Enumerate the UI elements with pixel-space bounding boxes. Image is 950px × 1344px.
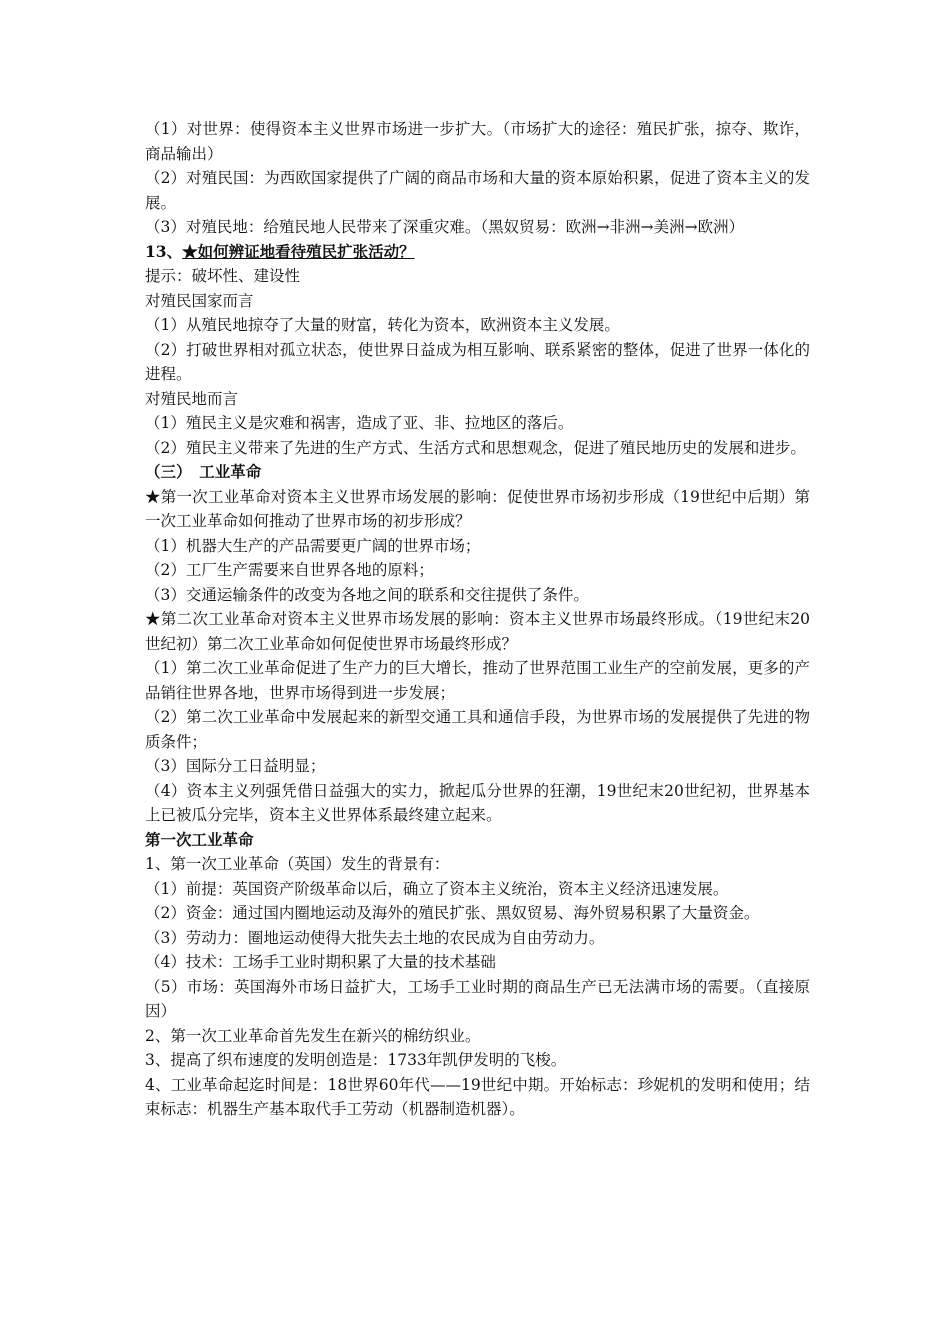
- para-impact-world: [145, 117, 810, 166]
- text-second-ir-impact: ★第二次工业革命对资本主义世界市场发展的影响：资本主义世界市场最终形成。（19世纪末20世纪初）第二次工业革命如何促使世界市场最终形成？: [145, 610, 810, 653]
- text-colonizer-1: （1）从殖民地掠夺了大量的财富，转化为资本，欧洲资本主义发展。: [145, 316, 620, 334]
- heading-first-ir-text: 第一次工业革命: [145, 829, 254, 849]
- text-colony-1: （1）殖民主义是灾难和祸害，造成了亚、非、拉地区的落后。: [145, 414, 574, 432]
- text-background: 1、第一次工业革命（英国）发生的背景有：: [145, 855, 450, 873]
- heading-13-text: ★如何辨证地看待殖民扩张活动？: [182, 241, 415, 261]
- text-impact-world: （1）对世界：使得资本主义世界市场进一步扩大。（市场扩大的途径：殖民扩张，掠夺、欺诈，商品输出）: [145, 120, 810, 163]
- text-colony-2: （2）殖民主义带来了先进的生产方式、生活方式和思想观念，促进了殖民地历史的发展和进步。: [145, 438, 806, 457]
- para-item-3: [145, 1048, 810, 1073]
- para-colonizer-1: [145, 313, 810, 338]
- para-first-ir-impact: [145, 485, 810, 534]
- text-second-ir-2: （2）第二次工业革命中发展起来的新型交通工具和通信手段，为世界市场的发展提供了先进的物质条件；: [145, 708, 810, 751]
- para-second-ir-4: [145, 779, 810, 828]
- para-colony-1: [145, 411, 810, 436]
- text-first-ir-3: （3）交通运输条件的改变为各地之间的联系和交往提供了条件。: [145, 585, 589, 604]
- text-second-ir-4: （4）资本主义列强凭借日益强大的实力，掀起瓜分世界的狂潮，19世纪末20世纪初，世界基本上已被瓜分完毕，资本主义世界体系最终建立起来。: [145, 781, 810, 824]
- text-colonizer-2: （2）打破世界相对孤立状态，使世界日益成为相互影响、联系紧密的整体，促进了世界一体化的进程。: [145, 340, 810, 383]
- text-second-ir-3: （3）国际分工日益明显；: [145, 757, 326, 775]
- text-bg-2: （2）资金：通过国内圈地运动及海外的殖民扩张、黑奴贸易、海外贸易积累了大量资金。: [145, 904, 760, 922]
- para-first-ir-2: [145, 558, 810, 583]
- para-impact-colonizer: [145, 166, 810, 215]
- text-item-3: 3、提高了织布速度的发明创造是：1733年凯伊发明的飞梭。: [145, 1051, 567, 1069]
- para-bg-5: [145, 975, 810, 1024]
- para-bg-2: [145, 901, 810, 926]
- para-background: [145, 852, 810, 877]
- para-second-ir-impact: [145, 607, 810, 656]
- heading-first-ir: [145, 828, 810, 853]
- text-bg-1: （1）前提：英国资产阶级革命以后，确立了资本主义统治，资本主义经济迅速发展。: [145, 879, 729, 898]
- text-first-ir-1: （1）机器大生产的产品需要更广阔的世界市场；: [145, 536, 481, 555]
- para-bg-4: [145, 950, 810, 975]
- para-item-2: [145, 1024, 810, 1049]
- para-second-ir-3: [145, 754, 810, 779]
- text-bg-3: （3）劳动力：圈地运动使得大批失去土地的农民成为自由劳动力。: [145, 928, 605, 947]
- text-item-4: 4、工业革命起迄时间是：18世界60年代——19世纪中期。开始标志：珍妮机的发明和使用；结束标志：机器生产基本取代手工劳动（机器制造机器）。: [145, 1075, 810, 1118]
- text-impact-colonizer: （2）对殖民国：为西欧国家提供了广阔的商品市场和大量的资本原始积累，促进了资本主义的发展。: [145, 169, 810, 212]
- heading-section-3: [145, 460, 810, 485]
- text-bg-5: （5）市场：英国海外市场日益扩大，工场手工业时期的商品生产已无法满市场的需要。（直接原因）: [145, 977, 810, 1020]
- document-page: [145, 117, 810, 1122]
- text-for-colonies: 对殖民地而言: [145, 389, 239, 408]
- heading-industrial-revolution: （三） 工业革命: [145, 462, 262, 481]
- para-colony-2: [145, 436, 810, 461]
- para-for-colonies: [145, 387, 810, 412]
- para-second-ir-2: [145, 705, 810, 754]
- text-bg-4: （4）技术：工场手工业时期积累了大量的技术基础: [145, 953, 496, 971]
- para-for-colonizers: [145, 289, 810, 314]
- para-bg-3: [145, 926, 810, 951]
- para-first-ir-3: [145, 583, 810, 608]
- text-impact-colony: （3）对殖民地：给殖民地人民带来了深重灾难。（黑奴贸易：欧洲→非洲→美洲→欧洲）: [145, 218, 745, 236]
- text-hint: 提示：破坏性、建设性: [145, 267, 301, 285]
- text-second-ir-1: （1）第二次工业革命促进了生产力的巨大增长，推动了世界范围工业生产的空前发展，更多的产品销往世界各地，世界市场得到进一步发展；: [145, 659, 810, 702]
- text-item-2: 2、第一次工业革命首先发生在新兴的棉纺织业。: [145, 1026, 481, 1045]
- text-first-ir-2: （2）工厂生产需要来自世界各地的原料；: [145, 561, 434, 579]
- para-bg-1: [145, 877, 810, 902]
- para-hint: [145, 264, 810, 289]
- para-second-ir-1: [145, 656, 810, 705]
- heading-13-number: 13、: [145, 241, 183, 261]
- para-item-4: [145, 1073, 810, 1122]
- para-colonizer-2: [145, 338, 810, 387]
- para-first-ir-1: [145, 534, 810, 559]
- text-first-ir-impact: ★第一次工业革命对资本主义世界市场发展的影响：促使世界市场初步形成（19世纪中后期）第一次工业革命如何推动了世界市场的初步形成？: [145, 487, 810, 530]
- para-impact-colony: [145, 215, 810, 240]
- heading-question-13: [145, 240, 810, 265]
- text-for-colonizers: 对殖民国家而言: [145, 291, 254, 310]
